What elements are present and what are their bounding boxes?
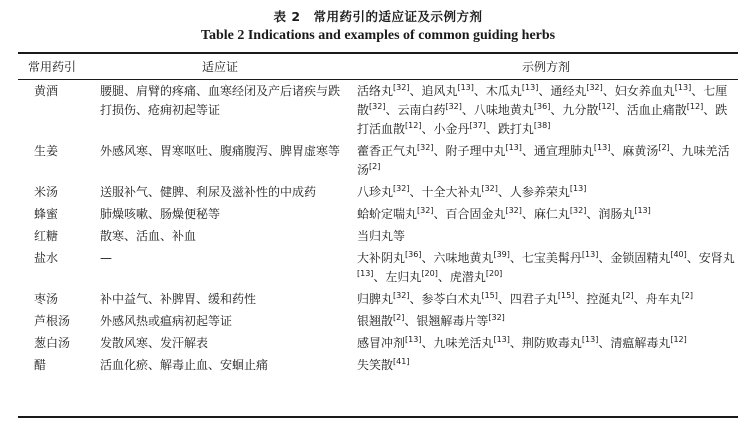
examples-cell: 当归丸等: [357, 229, 406, 243]
examples-cell: 活络丸[32]、追风丸[13]、木瓜丸[13]、通经丸[32]、妇女养血丸[13]、七厘散[32]、云南白药[32]、八味地黄丸[36]、九分散[12]、活血止痛散[12]、跌打活血散[12]、小金丹[37]、跌打丸[38]: [357, 83, 728, 136]
table-caption-cn: 表 2 常用药引的适应证及示例方剂: [273, 9, 483, 24]
table-row: [18, 248, 738, 289]
guiding-herbs-table: [18, 53, 738, 377]
examples-cell: 蛤蚧定喘丸[32]、百合固金丸[32]、麻仁丸[32]、润肠丸[13]: [357, 206, 651, 221]
bottom-rule: [18, 416, 738, 418]
examples-cell: 大补阴丸[36]、六味地黄丸[39]、七宝美髯丹[13]、金锁固精丸[40]、安肾丸[13]、左归丸[20]、虎潜丸[20]: [357, 250, 735, 284]
examples-cell: 八珍丸[32]、十全大补丸[32]、人参养荣丸[13]: [357, 184, 587, 199]
column-header-examples: 示例方剂: [521, 59, 570, 74]
herb-cell: 生姜: [34, 144, 59, 158]
column-header-herb: 常用药引: [27, 59, 76, 74]
table-row: [18, 333, 738, 355]
herb-cell: 葱白汤: [34, 336, 71, 350]
herb-cell: 红糖: [34, 229, 59, 243]
table-row: [18, 226, 738, 248]
table-row: [18, 182, 738, 204]
indication-cell: 外感风热或瘟病初起等证: [100, 314, 233, 328]
herb-cell: 盐水: [34, 251, 59, 265]
indication-cell: 补中益气、补脾胃、缓和药性: [100, 292, 257, 306]
examples-cell: 归脾丸[32]、参苓白术丸[15]、四君子丸[15]、控涎丸[2]、舟车丸[2]: [357, 291, 694, 306]
herb-cell: 醋: [34, 358, 47, 372]
examples-cell: 银翘散[2]、银翘解毒片等[32]: [357, 313, 505, 328]
table-row: [18, 311, 738, 333]
indication-cell: 送服补气、健脾、利尿及滋补性的中成药: [100, 185, 317, 199]
indication-cell: 腰腿、肩臂的疼痛、血寒经闭及产后诸疾与跌打损伤、疮痈初起等证: [100, 84, 341, 117]
indication-cell: 活血化瘀、解毒止血、安蛔止痛: [100, 358, 269, 372]
table-row: [18, 141, 738, 182]
column-header-indication: 适应证: [201, 59, 238, 74]
table-row: [18, 289, 738, 311]
table-caption-en: Table 2 Indications and examples of common guiding herbs: [200, 28, 556, 43]
examples-cell: 藿香正气丸[32]、附子理中丸[13]、通宣理肺丸[13]、麻黄汤[2]、九味羌活汤[2]: [357, 143, 730, 177]
herb-cell: 蜂蜜: [34, 207, 59, 221]
herb-cell: 米汤: [34, 185, 59, 199]
indication-cell: —: [100, 251, 112, 265]
indication-cell: 发散风寒、发汗解表: [100, 336, 209, 350]
table-row: [18, 79, 738, 141]
examples-cell: 感冒冲剂[13]、九味羌活丸[13]、荆防败毒丸[13]、清瘟解毒丸[12]: [357, 335, 687, 350]
examples-cell: 失笑散[41]: [357, 357, 410, 372]
indication-cell: 外感风寒、胃寒呕吐、腹痛腹泻、脾胃虚寒等: [100, 144, 341, 158]
table-header-row: [18, 53, 738, 79]
herb-cell: 黄酒: [34, 84, 59, 98]
indication-cell: 肺燥咳嗽、肠燥便秘等: [100, 207, 221, 221]
herb-cell: 芦根汤: [34, 314, 71, 328]
indication-cell: 散寒、活血、补血: [100, 229, 197, 243]
table-row: [18, 355, 738, 377]
herb-cell: 枣汤: [34, 292, 59, 306]
table-row: [18, 204, 738, 226]
